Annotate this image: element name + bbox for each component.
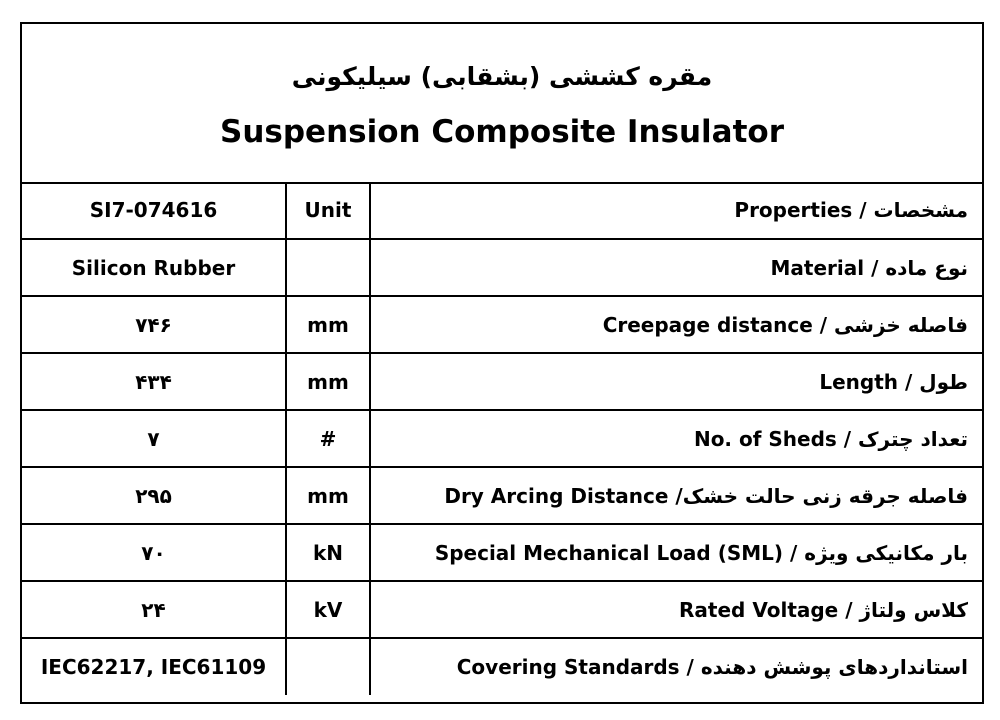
- table-header-row: [22, 182, 982, 239]
- sml-unit: kN: [286, 524, 370, 581]
- creepage-label: فاصله خزشی / Creepage distance: [370, 296, 982, 353]
- standards-value: IEC62217, IEC61109: [22, 638, 286, 695]
- sheds-label: تعداد چترک / No. of Sheds: [370, 410, 982, 467]
- spec-table: [22, 182, 982, 695]
- unit-header: Unit: [286, 182, 370, 239]
- spec-sheet: [20, 22, 984, 704]
- sml-label: بار مکانیکی ویژه / Special Mechanical Load (SML): [370, 524, 982, 581]
- length-label: طول / Length: [370, 353, 982, 410]
- standards-label: استانداردهای پوشش دهنده / Covering Standards: [370, 638, 982, 695]
- voltage-value: ۲۴: [22, 581, 286, 638]
- creepage-unit: mm: [286, 296, 370, 353]
- properties-header: مشخصات / Properties: [734, 198, 968, 222]
- table-row: [22, 239, 982, 296]
- model-code: SI7-074616: [22, 182, 286, 239]
- material-label: نوع ماده / Material: [370, 239, 982, 296]
- length-value: ۴۳۴: [22, 353, 286, 410]
- dry-arcing-label: فاصله جرقه زنی حالت خشک/ Dry Arcing Distance: [370, 467, 982, 524]
- table-row: [22, 581, 982, 638]
- voltage-label: کلاس ولتاژ / Rated Voltage: [370, 581, 982, 638]
- table-row: [22, 353, 982, 410]
- dry-arcing-value: ۲۹۵: [22, 467, 286, 524]
- standards-unit: [286, 638, 370, 695]
- title-english: Suspension Composite Insulator: [220, 114, 784, 150]
- length-unit: mm: [286, 353, 370, 410]
- table-row: [22, 638, 982, 695]
- table-row: [22, 467, 982, 524]
- creepage-value: ۷۴۶: [22, 296, 286, 353]
- title-persian: مقره کششی (بشقابی) سیلیکونی: [291, 62, 713, 91]
- dry-arcing-unit: mm: [286, 467, 370, 524]
- table-row: [22, 296, 982, 353]
- material-unit: [286, 239, 370, 296]
- material-value: Silicon Rubber: [22, 239, 286, 296]
- table-row: [22, 410, 982, 467]
- sml-value: ۷۰: [22, 524, 286, 581]
- sheds-unit: #: [286, 410, 370, 467]
- table-row: [22, 524, 982, 581]
- sheds-value: ۷: [22, 410, 286, 467]
- title-block: [22, 24, 982, 184]
- voltage-unit: kV: [286, 581, 370, 638]
